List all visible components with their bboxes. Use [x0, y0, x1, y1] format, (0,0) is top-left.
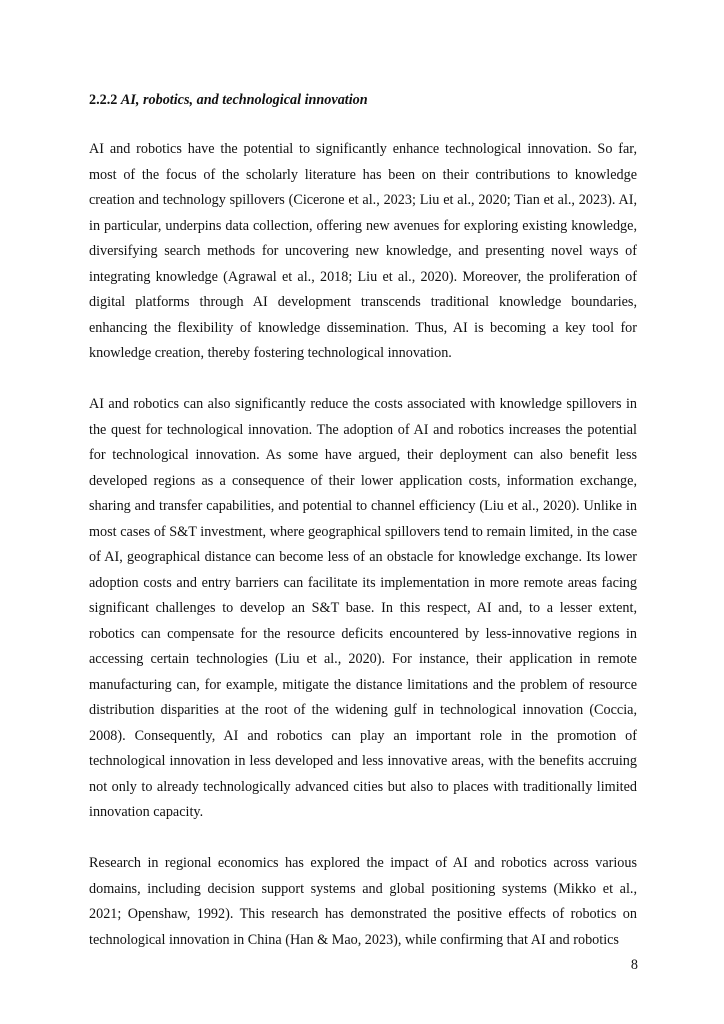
paragraph-3: Research in regional economics has explored the impact of AI and robotics across various domains, including decision support systems and global positioning systems (Mikko et al., 2021; Openshaw, 1992). This research has demonstrated the positive effects of robotics on technological innovation in China (Han & Mao, 2023), while confirming that AI and robotics — [89, 855, 637, 948]
section-title: AI, robotics, and technological innovation — [120, 92, 368, 108]
section-number: 2.2.2 — [89, 92, 118, 108]
section-heading — [89, 88, 637, 112]
page-number: 8 — [630, 957, 638, 973]
document-page — [89, 88, 637, 979]
paragraph-2: AI and robotics can also significantly reduce the costs associated with knowledge spillovers in the quest for technological innovation. The adoption of AI and robotics increases the potential for technological innovation. As some have argued, their deployment can also benefit less developed regions as a consequence of their lower application costs, information exchange, sharing and transfer capabilities, and potential to channel efficiency (Liu et al., 2020). Unlike in most cases of S&T investment, where geographical spillovers tend to remain limited, in the case of AI, geographical distance can become less of an obstacle for knowledge exchange. Its lower adoption costs and entry barriers can facilitate its implementation in more remote areas facing significant challenges to develop an S&T base. In this respect, AI and, to a lesser extent, robotics can compensate for the resource deficits encountered by less-innovative regions in accessing certain technologies (Liu et al., 2020). For instance, their application in remote manufacturing can, for example, mitigate the distance limitations and the problem of resource distribution disparities at the root of the widening gulf in technological innovation (Coccia, 2008). Consequently, AI and robotics can play an important role in the promotion of technological innovation in less developed and less innovative areas, with the benefits accruing not only to already technologically advanced cities but also to places with traditionally limited innovation capacity. — [89, 396, 637, 820]
paragraph-1: AI and robotics have the potential to significantly enhance technological innovation. So far, most of the focus of the scholarly literature has been on their contributions to knowledge creation and technology spillovers (Cicerone et al., 2023; Liu et al., 2020; Tian et al., 2023). AI, in particular, underpins data collection, offering new avenues for exploring existing knowledge, diversifying search methods for uncovering new knowledge, and presenting novel ways of integrating knowledge (Agrawal et al., 2018; Liu et al., 2020). Moreover, the proliferation of digital platforms through AI development transcends traditional knowledge boundaries, enhancing the flexibility of knowledge dissemination. Thus, AI is becoming a key tool for knowledge creation, thereby fostering technological innovation. — [89, 141, 637, 361]
